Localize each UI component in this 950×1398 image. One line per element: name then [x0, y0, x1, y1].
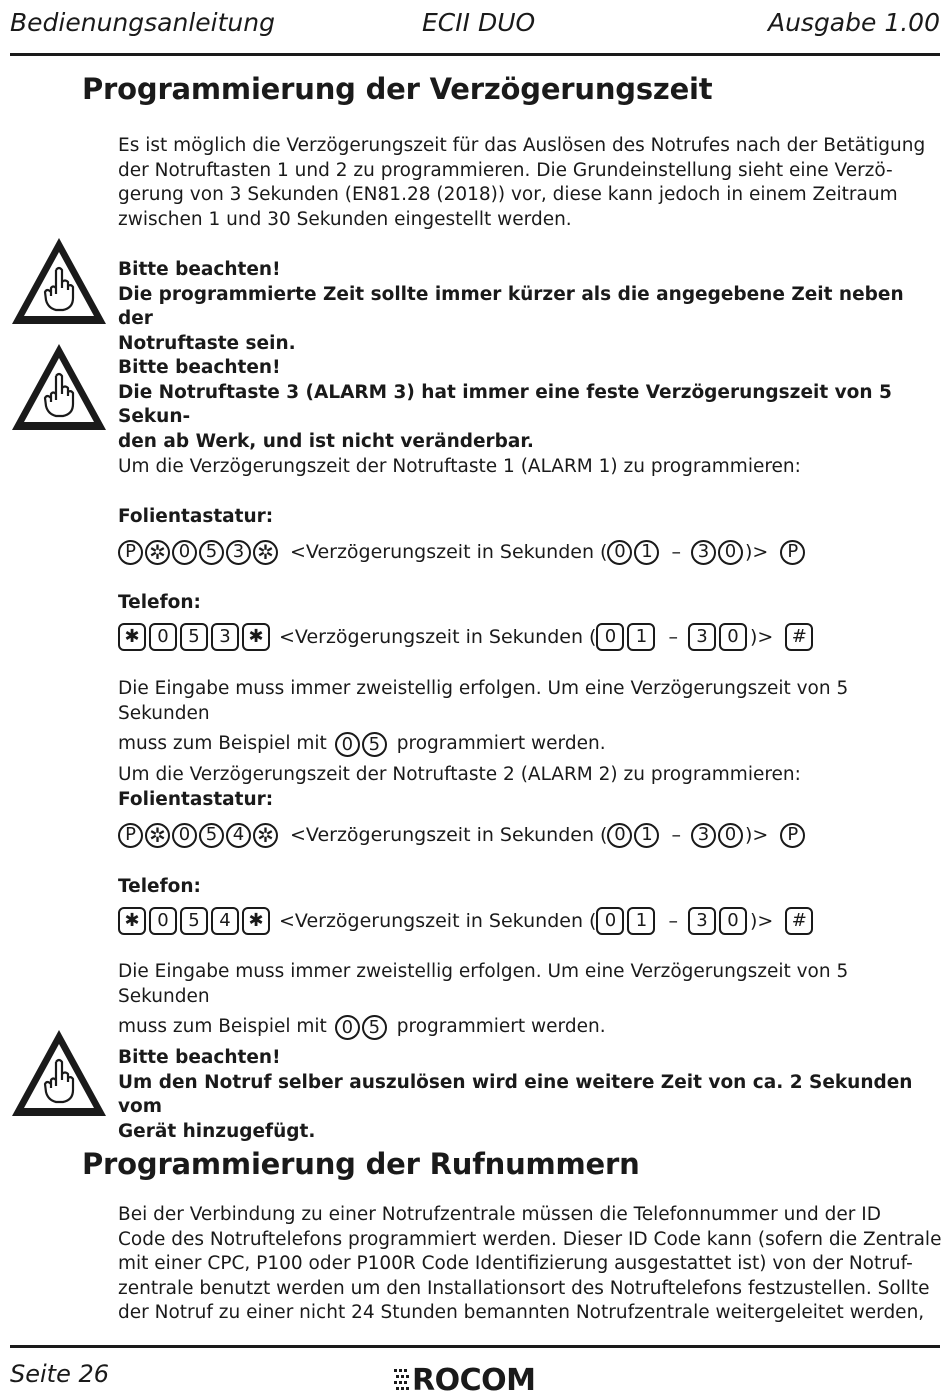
key-digit: 5 — [199, 540, 224, 565]
delay-text-open: <Verzögerungszeit in Sekunden ( — [279, 910, 597, 932]
key-digit: 0 — [718, 823, 743, 848]
rocom-logo — [394, 1363, 535, 1398]
key-digit: 0 — [335, 1015, 360, 1040]
key-digit: 1 — [627, 623, 655, 651]
key-star: ✱ — [118, 623, 146, 651]
logo-text: ROCOM — [412, 1363, 536, 1398]
header-rule — [10, 53, 940, 56]
note-block-2: Bitte beachten! Die Notruftaste 3 (ALARM 3) hat immer eine feste Verzögerungszeit von 5 Sekun- den ab Werk, und ist nicht veränderbar. — [118, 357, 892, 452]
key-digit: 5 — [180, 623, 208, 651]
delay-text-close: )> — [744, 824, 769, 846]
key-digit: 1 — [634, 540, 659, 565]
alarm2-intro: Um die Verzögerungszeit der Notruftaste 2 (ALARM 2) zu programmieren: Folientastatur: — [118, 763, 944, 812]
page-number: Seite 26 — [10, 1360, 110, 1388]
note-block-1: Bitte beachten! Die programmierte Zeit sollte immer kürzer als die angegebene Zeit neben der Notruftaste sein. — [118, 259, 904, 354]
delay-text-close: )> — [744, 541, 769, 563]
footer-rule — [10, 1345, 940, 1348]
key-digit: 0 — [335, 732, 360, 757]
alarm1-intro: Um die Verzögerungszeit der Notruftaste 1 (ALARM 1) zu programmieren: — [118, 456, 801, 477]
key-digit: 4 — [211, 907, 239, 935]
section-title-numbers: Programmierung der Rufnummern — [82, 1147, 640, 1181]
two-digit-note-1: Die Eingabe muss immer zweistellig erfolgen. Um eine Verzögerungszeit von 5 Sekunden muss zum Beispiel mit 0 5 programmiert werden. — [118, 677, 944, 757]
warning-hand-icon — [10, 1028, 108, 1118]
key-digit: 3 — [691, 540, 716, 565]
warning-hand-icon — [10, 236, 108, 326]
key-digit: 0 — [149, 907, 177, 935]
key-star: ✲ — [145, 823, 170, 848]
key-digit: 3 — [688, 623, 716, 651]
key-digit: 0 — [172, 540, 197, 565]
delay-text-open: <Verzögerungszeit in Sekunden ( — [279, 626, 597, 648]
key-star: ✲ — [253, 540, 278, 565]
alarm2-telefon-label: Telefon: — [118, 876, 201, 897]
numbers-paragraph: Bei der Verbindung zu einer Notrufzentrale müssen die Telefonnummer und der ID Code des Notruftelefons programmiert werden. Dieser ID Code kann (sofern die Zentrale mit einer CPC, P100 oder P100R Code Identifizierung ausgestattet ist) von der Notruf- zentrale benutzt werden um den Installationsort des Notruftelefons festzustellen. Sollte der Notruf zu einer nicht 24 Stunden bemannten Notrufzentrale weitergeleitet werden, — [118, 1204, 942, 1323]
range-dash: – — [668, 910, 678, 932]
key-p: P — [780, 823, 805, 848]
header-manual-title: Bedienungsanleitung — [10, 8, 275, 37]
note-block-3: Bitte beachten! Um den Notruf selber auszulösen wird eine weitere Zeit von ca. 2 Sekunden vom Gerät hinzugefügt. — [118, 1047, 913, 1142]
key-digit: 0 — [607, 823, 632, 848]
key-digit: 1 — [634, 823, 659, 848]
key-digit: 0 — [149, 623, 177, 651]
alarm2-telefon-sequence — [118, 904, 816, 938]
two-digit-note-2: Die Eingabe muss immer zweistellig erfolgen. Um eine Verzögerungszeit von 5 Sekunden muss zum Beispiel mit 0 5 programmiert werden. — [118, 960, 944, 1040]
key-digit: 5 — [362, 1015, 387, 1040]
key-digit: 3 — [226, 540, 251, 565]
key-digit: 0 — [596, 907, 624, 935]
alarm2-folien-label: Folientastatur: — [118, 788, 274, 810]
key-digit: 3 — [211, 623, 239, 651]
key-hash: # — [785, 907, 813, 935]
alarm1-folien-label: Folientastatur: — [118, 506, 274, 527]
key-digit: 0 — [596, 623, 624, 651]
delay-text-open: <Verzögerungszeit in Sekunden ( — [290, 824, 608, 846]
key-digit: 0 — [607, 540, 632, 565]
logo-mark-icon — [394, 1367, 412, 1395]
range-dash: – — [671, 541, 681, 563]
key-star: ✱ — [118, 907, 146, 935]
alarm2-folien-sequence — [118, 818, 807, 852]
key-digit: 5 — [180, 907, 208, 935]
header-product: ECII DUO — [422, 8, 536, 37]
delay-text-open: <Verzögerungszeit in Sekunden ( — [290, 541, 608, 563]
range-dash: – — [668, 626, 678, 648]
key-p: P — [780, 540, 805, 565]
key-digit: 3 — [688, 907, 716, 935]
delay-text-close: )> — [749, 910, 774, 932]
key-hash: # — [785, 623, 813, 651]
delay-text-close: )> — [749, 626, 774, 648]
key-digit: 1 — [627, 907, 655, 935]
key-digit: 5 — [362, 732, 387, 757]
intro-paragraph: Es ist möglich die Verzögerungszeit für das Auslösen des Notrufes nach der Betätigung der Notruftasten 1 und 2 zu programmieren. Die Grundeinstellung sieht eine Verzö- gerung von 3 Sekunden (EN81.28 (2018)) vor, diese kann jedoch in einem Zeitraum zwischen 1 und 30 Sekunden eingestellt werden. — [118, 135, 926, 230]
key-star: ✲ — [145, 540, 170, 565]
alarm1-telefon-sequence — [118, 620, 816, 654]
warning-hand-icon — [10, 342, 108, 432]
key-digit: 0 — [719, 907, 747, 935]
key-digit: 0 — [718, 540, 743, 565]
range-dash: – — [671, 824, 681, 846]
key-star: ✲ — [253, 823, 278, 848]
key-digit: 0 — [172, 823, 197, 848]
header-edition: Ausgabe 1.00 — [767, 8, 940, 37]
section-title-delay: Programmierung der Verzögerungszeit — [82, 72, 713, 106]
key-p: P — [118, 823, 143, 848]
alarm1-folien-sequence — [118, 535, 807, 569]
key-digit: 5 — [199, 823, 224, 848]
key-star: ✱ — [242, 623, 270, 651]
key-digit: 0 — [719, 623, 747, 651]
key-p: P — [118, 540, 143, 565]
key-digit: 4 — [226, 823, 251, 848]
key-digit: 3 — [691, 823, 716, 848]
alarm1-telefon-label: Telefon: — [118, 592, 201, 613]
key-star: ✱ — [242, 907, 270, 935]
